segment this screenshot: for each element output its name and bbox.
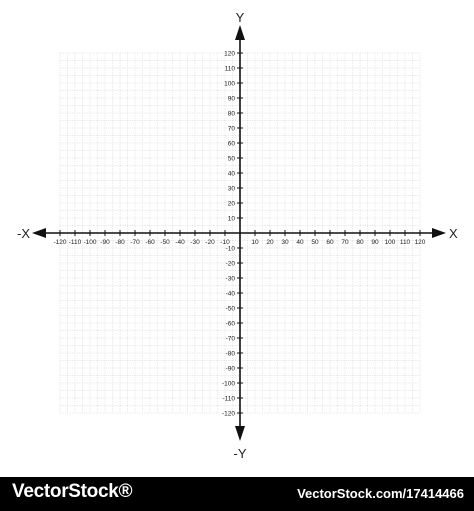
x-tick-label: 110	[399, 239, 411, 246]
x-tick-label: -80	[115, 239, 125, 246]
y-tick-label: -20	[225, 260, 235, 268]
x-tick-label: 70	[341, 239, 349, 246]
y-tick-label: 80	[227, 110, 235, 118]
y-tick-label: 50	[227, 155, 235, 163]
y-tick-label: 120	[224, 50, 235, 58]
y-tick-label: -110	[222, 395, 235, 403]
x-tick-label: -30	[190, 239, 200, 246]
x-tick-label: 40	[296, 239, 304, 246]
y-axis-label: Y	[235, 10, 245, 25]
x-tick-label: 80	[356, 239, 364, 246]
x-tick-label: 50	[311, 239, 319, 246]
x-tick-label: -40	[175, 239, 185, 246]
y-tick-label: -70	[225, 335, 235, 343]
y-tick-label: 40	[227, 170, 235, 178]
brand-logo: VectorStock®	[12, 481, 133, 502]
y-tick-label: 70	[227, 125, 235, 133]
x-tick-label: -70	[130, 239, 140, 246]
source-url: VectorStock.com/17414466	[297, 486, 464, 501]
y-tick-label: -90	[225, 365, 235, 373]
x-tick-label: -90	[100, 239, 110, 246]
x-tick-label: -50	[160, 239, 170, 246]
y-tick-label: 110	[224, 65, 235, 73]
x-tick-label: -100	[83, 239, 97, 246]
y-tick-label: 90	[227, 95, 235, 103]
y-tick-label: 30	[227, 185, 235, 193]
x-tick-label: -60	[145, 239, 155, 246]
y-axis-arrow-bottom	[235, 426, 245, 441]
y-axis-arrow-top	[235, 25, 245, 40]
y-tick-label: -100	[221, 380, 235, 388]
x-axis-arrow-right	[432, 228, 446, 238]
x-tick-label: 10	[251, 239, 259, 246]
y-tick-label: -10	[225, 245, 235, 253]
x-axis-label: X	[449, 226, 458, 241]
x-tick-label: -10	[220, 239, 230, 246]
watermark-footer	[0, 477, 474, 511]
x-tick-label: 120	[414, 239, 426, 246]
y-tick-label: 100	[224, 80, 235, 88]
y-tick-label: -80	[225, 350, 235, 358]
y-tick-label: -40	[225, 290, 235, 298]
x-tick-label: -20	[205, 239, 215, 246]
x-tick-label: -120	[53, 239, 67, 246]
negative-x-axis-label: -X	[17, 226, 30, 241]
axes	[32, 25, 446, 441]
y-tick-label: -30	[225, 275, 235, 283]
y-tick-label: 10	[227, 215, 235, 223]
y-tick-label: 60	[227, 140, 235, 148]
x-tick-label: -110	[68, 239, 82, 246]
x-tick-label: 30	[281, 239, 289, 246]
x-tick-label: 20	[266, 239, 274, 246]
x-axis-arrow-left	[32, 228, 46, 238]
y-tick-label: -120	[221, 410, 235, 418]
y-tick-label: -50	[225, 305, 235, 313]
negative-y-axis-label: -Y	[233, 446, 247, 461]
y-tick-label: -60	[225, 320, 235, 328]
y-tick-label: 20	[227, 200, 235, 208]
x-tick-label: 90	[371, 239, 379, 246]
x-tick-label: 100	[384, 239, 396, 246]
x-tick-label: 60	[326, 239, 334, 246]
